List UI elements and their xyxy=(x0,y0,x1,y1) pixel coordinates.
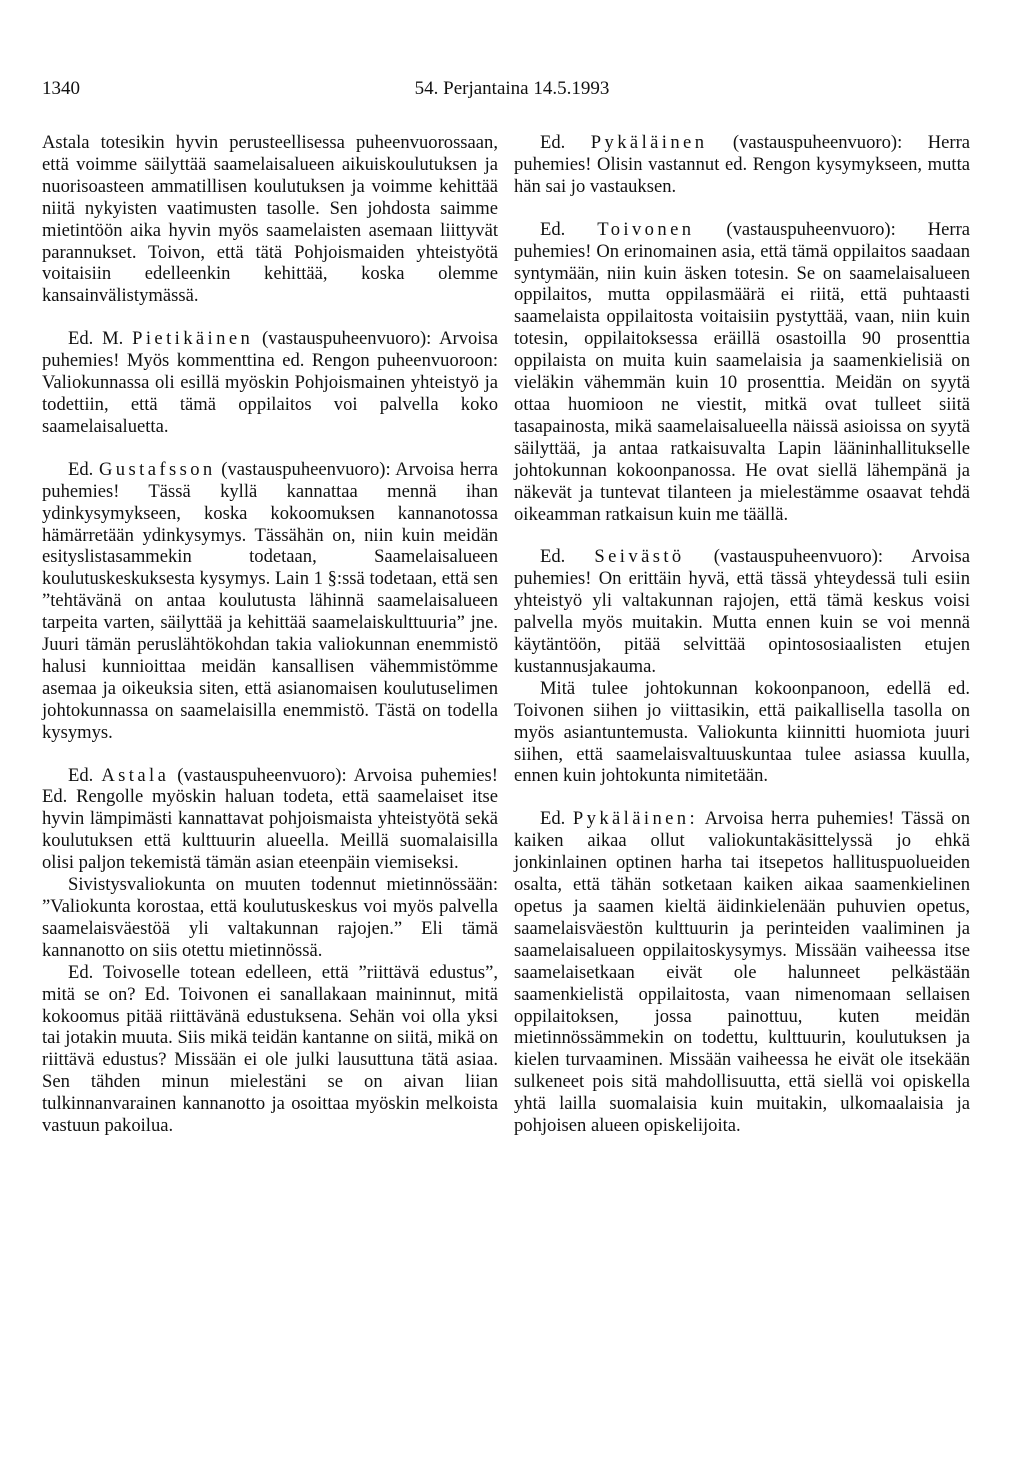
speaker-name: Astala xyxy=(101,764,170,786)
speaker-name: Pykäläinen xyxy=(590,132,708,153)
paragraph xyxy=(514,678,970,788)
paragraph xyxy=(42,962,498,1137)
speech-text: (vastauspuheenvuoro): Arvoisa herra puhemies! Tässä kyllä kannattaa mennä ihan ydinkysymykseen, koska kokoomuksen kannanotossa hämärretään ydinkysymys. Tässähän on, niin kuin meidän esityslistasammekin todetaan, Saamelaisalueen koulutuskeskuksesta kysymys. Lain 1 §:ssä todetaan, että sen ”tehtävänä on antaa koulutusta lähinnä saamelaisalueen tarpeita varten, säilyttää ja kehittää saamelaiskulttuuria” jne. Juuri tämän peruslähtökohdan takia valiokunnan enemmistö halusi kunnioittaa meidän kansallisen vähemmistömme asemaa ja oikeuksia siten, että asianomaisen koulutuselimen johtokunnassa on saamelaisilla enemmistö. Tästä on todella kysymys. xyxy=(42,458,499,743)
speech-text: (vastauspuheenvuoro): Arvoisa puhemies! Myös kommenttina ed. Rengon puheenvuoroon: Valiokunnassa oli esillä myöskin Pohjoismainen yhteistyö ja todettiin, että tämä oppilaitos voi palvella koko saamelaisaluetta. xyxy=(42,328,498,437)
speaker-name: Pietikäinen xyxy=(132,328,254,350)
speech-pykalainen xyxy=(514,132,970,198)
speaker-name: Toivonen xyxy=(597,218,695,240)
speech-pietikainen xyxy=(42,328,498,438)
paragraph xyxy=(42,874,498,962)
left-column xyxy=(42,132,498,1137)
speaker-prefix: Ed. xyxy=(540,132,566,153)
speaker-prefix: Ed. xyxy=(540,218,566,240)
speech-toivonen xyxy=(514,219,970,526)
speech-text: (vastauspuheenvuoro): Arvoisa puhemies! Ed. Rengolle myöskin haluan todeta, että saamelaiset itse hyvin lämpimästi kannattavat pohjoismaista yhteistyötä sekä koulutuksen että kulttuurin alueella. Meillä suomalaisilla olisi paljon tekemistä tämän asian eteenpäin viemiseksi. xyxy=(42,764,498,874)
speaker-name: Seivästö xyxy=(594,546,685,568)
paragraph xyxy=(42,132,498,307)
paragraph-text: Astala totesikin hyvin perusteellisessa puheenvuorossaan, että voimme säilyttää saamelaisalueen aikuiskoulutuksen ja nuorisoasteen ammatillisen koulutuksen ja voimme kehittää niitä nykyisten vaatimusten tasolle. Sen johdosta saimme mietintöön aika hyvin myös saamelaisten asemaan liittyvät parannukset. Toivon, että tätä Pohjoismaiden yhteistyötä voitaisiin edelleenkin kehittää, koska olemme kansainvälistymässä. xyxy=(42,132,498,307)
speaker-name: Pykäläinen: xyxy=(572,808,699,830)
page-header xyxy=(42,78,982,104)
speech-text: (vastauspuheenvuoro): Arvoisa puhemies! On erittäin hyvä, että tässä yhteydessä tuli esiin yhteistyö yli valtakunnan rajojen, että tämä keskus voisi palvella myös muitakin. Mutta ennen kuin se voi mennä käytäntöön, pitää selvittää opintososiaalisten etujen kustannusjakauma. xyxy=(514,546,971,677)
speech-astala xyxy=(42,765,498,875)
speech-gustafsson xyxy=(42,459,498,744)
speech-seivasto xyxy=(514,546,970,677)
page-number: 1340 xyxy=(42,78,80,99)
speech-text: Arvoisa herra puhemies! Tässä on kaiken aikaa ollut valiokuntakäsittelyssä jo ehkä jonkinlainen optinen harha tai itsepetos hallituspuolueiden osalta, että tähän sotketaan kaiken aikaa saamenkielinen opetus ja saamen kieltä äidinkielenään puhuvien opetus, saamelaisväestön kulttuurin ja perinteiden vaaliminen ja saamelaisalueen oppilaitoskysymys. Missään vaiheessa itse saamelaisetkaan eivät ole halunneet pelkästään saamenkielistä oppilaitosta, vaan nimenomaan sellaisen oppilaitoksen, jossa painottuu, kuten meidän mietinnössämmekin on todettu, kulttuurin, koulutuksen ja kielen turvaaminen. Missään vaiheessa he eivät ole itsekään sulkeneet pois sitä mahdollisuutta, että siellä voi opiskella yhtä lailla suomalaisia kuin muitakin, ulkomaalaisia ja pohjoisen alueen opiskelijoita. xyxy=(514,808,970,1137)
speaker-prefix: Ed. M. xyxy=(68,328,124,350)
speech-pykalainen-2 xyxy=(514,808,970,1137)
paragraph-text: Mitä tulee johtokunnan kokoonpanoon, edellä ed. Toivonen siihen jo viittasikin, että paikallisella tasolla on myös asiantuntemusta. Valiokunta kiinnitti huomiota juuri siihen, että saamelaisvaltuuskuntaa tulee asiassa kuulla, ennen kuin johtokunta nimitetään. xyxy=(514,677,970,787)
speaker-prefix: Ed. xyxy=(68,764,94,786)
speech-text: (vastauspuheenvuoro): Herra puhemies! On erinomainen asia, että tämä oppilaitos saadaan syntymään, niin kuin äsken totesin. Se on saamelaisalueen oppilaitos, mutta oppilasmäärä ei riitä, että puhtaasti saamelaista oppilaitosta voitaisiin pystyttää, vaan, niin kuin totesin, oppilaitoksessa eräillä osastoilla 90 prosenttia oppilaista on muita kuin saamelaisia ja saamenkielisiä on vieläkin vähemmän kuin 10 prosenttia. Meidän on syytä ottaa huomioon ne viestit, mitkä ovat tulleet siitä tasapainosta, mikä saamelaisalueella näissä asioissa on syytä säilyttää, ja antaa ratkaisuvalta Lapin lääninhallitukselle johtokunnan kokoonpanossa. He ovat siellä lähempänä ja näkevät ja tuntevat tilanteen ja mielestämme osaavat tehdä oikeamman ratkaisun kuin me täällä. xyxy=(514,218,971,525)
speaker-name: Gustafsson xyxy=(98,458,216,480)
paragraph-text: Sivistysvaliokunta on muuten todennut mietinnössään: ”Valiokunta korostaa, että koulutuskeskus voi myös palvella saamelaisväestöä yli valtakunnan rajojen.” Eli tämä kannanotto on siis otettu mietinnössä. xyxy=(42,874,498,961)
speaker-prefix: Ed. xyxy=(68,458,94,480)
right-column xyxy=(514,132,970,1137)
speech-text: (vastauspuheenvuoro): Herra puhemies! Olisin vastannut ed. Rengon kysymykseen, mutta hän sai jo vastauksen. xyxy=(514,132,971,197)
paragraph-text: Ed. Toivoselle totean edelleen, että ”riittävä edustus”, mitä se on? Ed. Toivonen ei sanallakaan maininnut, mitä kokoomus pitää riittävänä edustuksena. Sehän voi olla yksi tai jotakin muuta. Siis mikä teidän kantanne on siitä, mikä on riittävä edustus? Missään ei ole julki lausuttuna tätä asiaa. Sen tähden minun mielestäni se on aivan liian tulkinnanvarainen kannanotto ja osoittaa myöskin melkoista vastuun pakoilua. xyxy=(42,961,498,1137)
running-head: 54. Perjantaina 14.5.1993 xyxy=(414,78,610,99)
speaker-prefix: Ed. xyxy=(540,808,566,830)
speaker-prefix: Ed. xyxy=(540,546,566,568)
